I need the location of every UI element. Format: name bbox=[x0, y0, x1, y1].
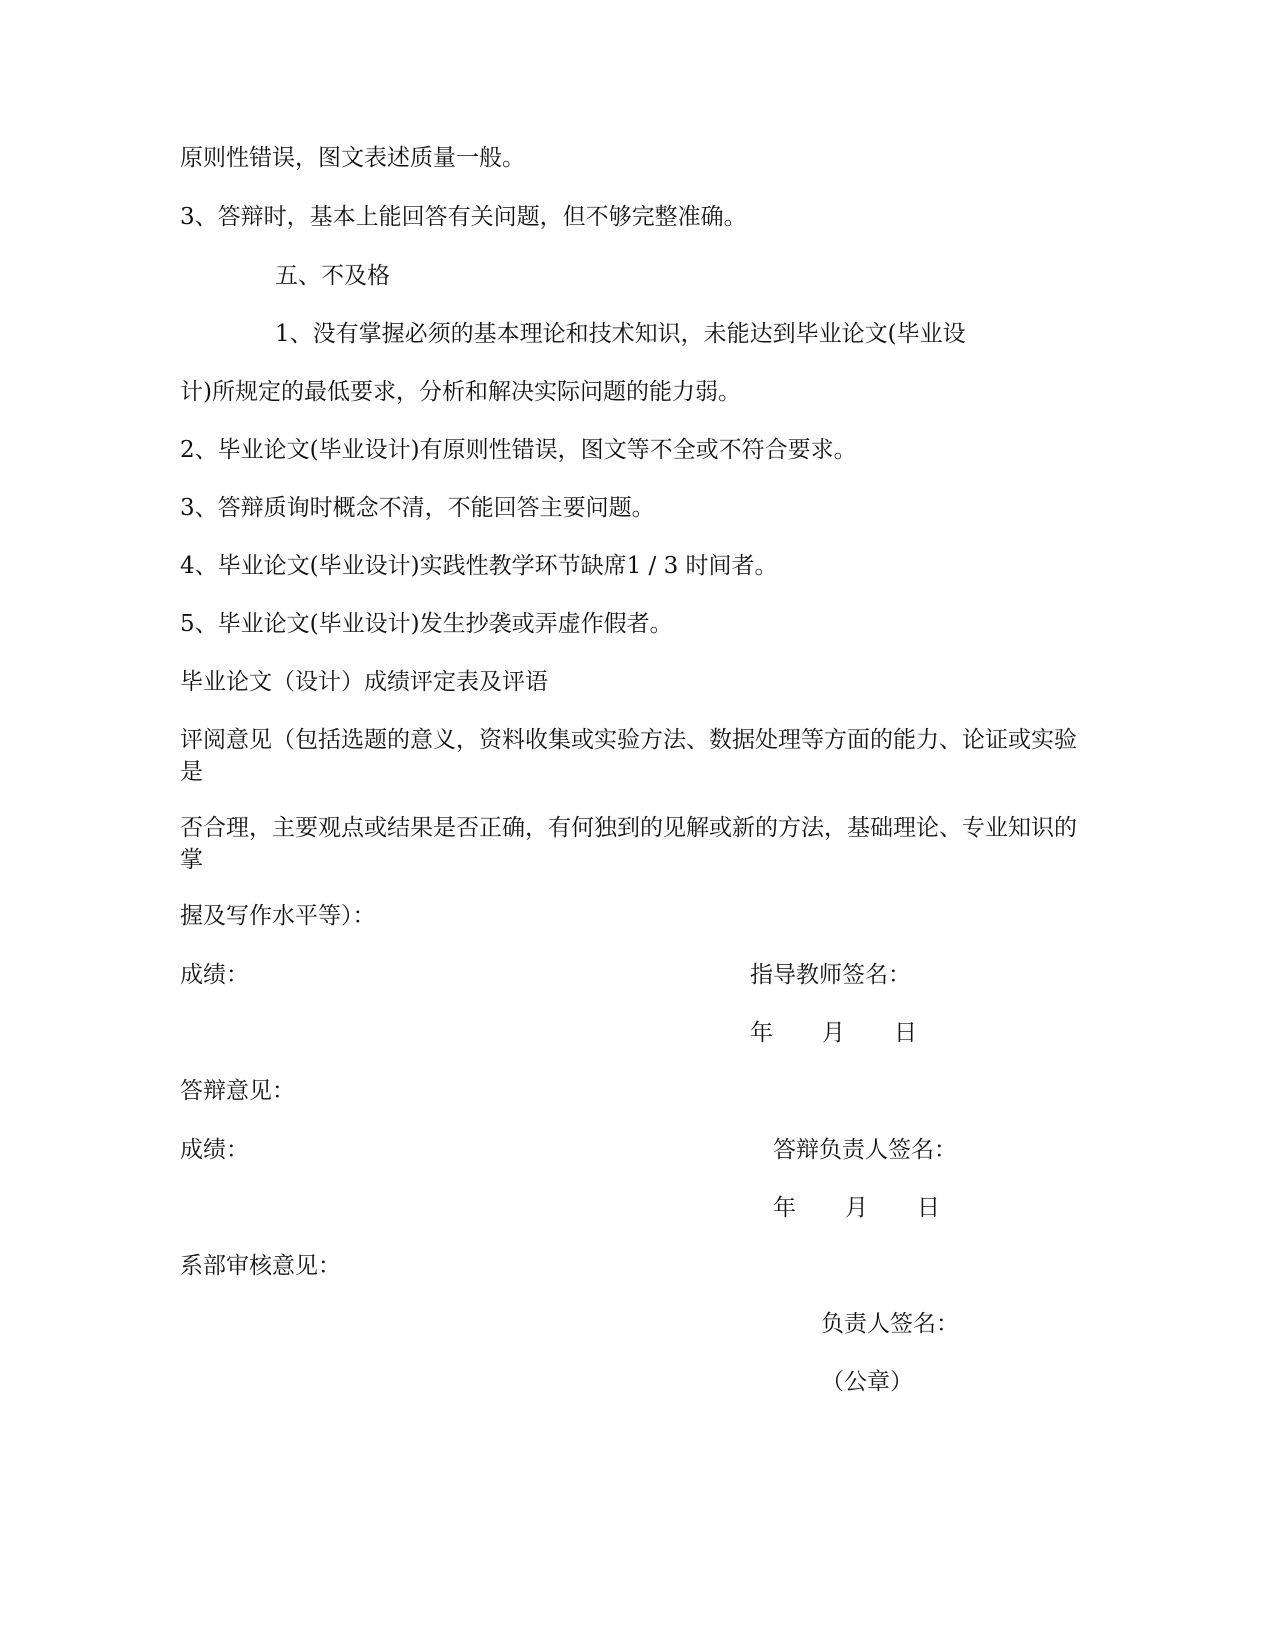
review-instructions-part3: 握及写作水平等）： bbox=[180, 903, 376, 929]
official-seal-label: （公章） bbox=[821, 1369, 913, 1395]
advisor-date-day: 日 bbox=[894, 1020, 917, 1046]
head-signature-label: 负责人签名： bbox=[821, 1311, 959, 1337]
fail-criterion-1-line2: 计)所规定的最低要求，分析和解决实际问题的能力弱。 bbox=[180, 379, 741, 405]
form-title: 毕业论文（设计）成绩评定表及评语 bbox=[180, 669, 548, 695]
fail-criterion-1-line1: 1、没有掌握必须的基本理论和技术知识，未能达到毕业论文(毕业设 bbox=[275, 321, 966, 347]
review-instructions-part1: 评阅意见（包括选题的意义，资料收集或实验方法、数据处理等方面的能力、论证或实验是 bbox=[180, 727, 1077, 785]
advisor-date-line bbox=[750, 1018, 917, 1048]
advisor-score-label: 成绩： bbox=[180, 962, 249, 988]
defense-date-day: 日 bbox=[917, 1195, 940, 1221]
fail-criterion-5: 5、毕业论文(毕业设计)发生抄袭或弄虚作假者。 bbox=[180, 611, 673, 637]
fail-criterion-4: 4、毕业论文(毕业设计)实践性教学环节缺席1 / 3 时间者。 bbox=[180, 553, 778, 579]
review-instructions-part2: 否合理，主要观点或结果是否正确，有何独到的见解或新的方法，基础理论、专业知识的掌 bbox=[180, 815, 1077, 873]
continuation-line: 原则性错误，图文表述质量一般。 bbox=[180, 145, 525, 171]
defense-signature-label: 答辩负责人签名： bbox=[773, 1137, 957, 1163]
defense-date-month: 月 bbox=[845, 1195, 868, 1221]
defense-date-line bbox=[773, 1193, 940, 1223]
advisor-date-month: 月 bbox=[822, 1020, 845, 1046]
fail-criterion-3: 3、答辩质询时概念不清，不能回答主要问题。 bbox=[180, 495, 655, 521]
advisor-date-year: 年 bbox=[750, 1020, 773, 1046]
advisor-signature-label: 指导教师签名： bbox=[750, 962, 911, 988]
defense-date-year: 年 bbox=[773, 1195, 796, 1221]
pass-criterion-3: 3、答辩时，基本上能回答有关问题，但不够完整准确。 bbox=[180, 204, 747, 230]
section-fail-heading: 五、不及格 bbox=[275, 263, 390, 289]
defense-score-label: 成绩： bbox=[180, 1137, 249, 1163]
department-review-label: 系部审核意见： bbox=[180, 1253, 341, 1279]
fail-criterion-2: 2、毕业论文(毕业设计)有原则性错误，图文等不全或不符合要求。 bbox=[180, 437, 857, 463]
defense-opinion-label: 答辩意见： bbox=[180, 1078, 295, 1104]
